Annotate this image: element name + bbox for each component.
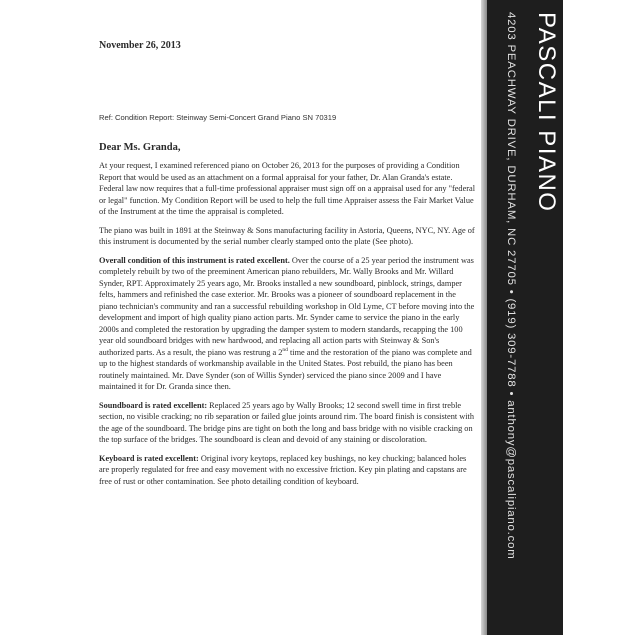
soundboard-lead: Soundboard is rated excellent: [99,400,208,410]
paragraph-request: At your request, I examined referenced piano on October 26, 2013 for the purposes of providing a Condition Report that would be used as an attachment on a formal appraisal for your father, Dr. Alan Granda's estate. Federal law now requires that a full-time professional appraiser must sign off on a appraisal used for any "federal or legal" function. My Condition Report will be used to help the full time Appraiser assess the Fair Market Value of the Instrument at the time the appraisal is completed. [99,161,476,216]
letter-salutation: Dear Ms. Granda, [99,142,181,153]
letter-date: November 26, 2013 [99,40,181,51]
soundboard-text: Replaced 25 years ago by Wally Brooks; 12 second swell time in first treble section, no visible cracking; no rib separation or failed glue joints around rim. The board finish is consistent with the age of the soundboard. The bridge pins are tight on both the long and bass bridge with no visible cracking on the top surface of the bridges. The soundboard is clean and devoid of any staining or discoloration. [99,400,474,444]
keyboard-text: Original ivory keytops, replaced key bushings, no key chucking; balanced holes are properly regulated for free and easy movement with no excessive friction. Key pin plating and capstans are free of rust or other contamination. See photo detailing condition of keyboard. [99,453,467,486]
overall-condition-text-2: time and the restoration of the piano was complete and up to the highest standards of workmanship available in the United States. Post rebuild, the piano has been routinely maintained. Mr. Dave Synder (son of Willis Synder) serviced the piano since 2009 and I have maintained it for Dr. Granda since then. [99,347,472,391]
paragraph-overall-condition [99,255,475,393]
paragraph-keyboard [99,453,475,488]
letterhead-contact: 4203 PEACHWAY DRIVE, DURHAM, NC 27705 • (919) 309-7788 • anthony@pascalipiano.com [505,12,517,560]
letter-body [99,40,475,487]
letterhead-rotated-block [487,0,563,635]
paragraph-soundboard [99,400,475,446]
letterhead-sidebar [487,0,563,635]
letterhead-brand: PASCALI PIANO [533,12,560,213]
overall-condition-superscript: nd [282,346,288,353]
overall-condition-text-1: Over the course of a 25 year period the instrument was completely rebuilt by two of the preeminent American piano rebuilders, Mr. Wally Brooks and Mr. Willard Synder, RPT. Approximately 25 years ago, Mr. Brooks installed a new soundboard, pinblock, strings, damper felts, hammers and refinished the case exterior. Mr. Brooks was a pioneer of soundboard replacement in the piano technician's community and ran a successful rebuilding workshop in Old Lyme, CT before moving into the development and import of high quality piano action parts. Mr. Synder came to service the piano in the early 2000s and completed the restoration by upgrading the damper system to modern standards, recapping the 100 year old soundboard bridges with new hardwood, and replacing all action parts with Steinway & Son's authorized parts. As a result, the piano was restrung a 2 [99,255,475,357]
overall-condition-lead: Overall condition of this instrument is rated excellent. [99,255,290,265]
keyboard-lead: Keyboard is rated excellent: [99,453,199,463]
letter-reference: Ref: Condition Report: Steinway Semi-Concert Grand Piano SN 70319 [99,113,337,122]
paragraph-history: The piano was built in 1891 at the Steinway & Sons manufacturing facility in Astoria, Queens, NYC, NY. Age of this instrument is documented by the serial number clearly stamped onto the plate (See photo). [99,225,475,246]
